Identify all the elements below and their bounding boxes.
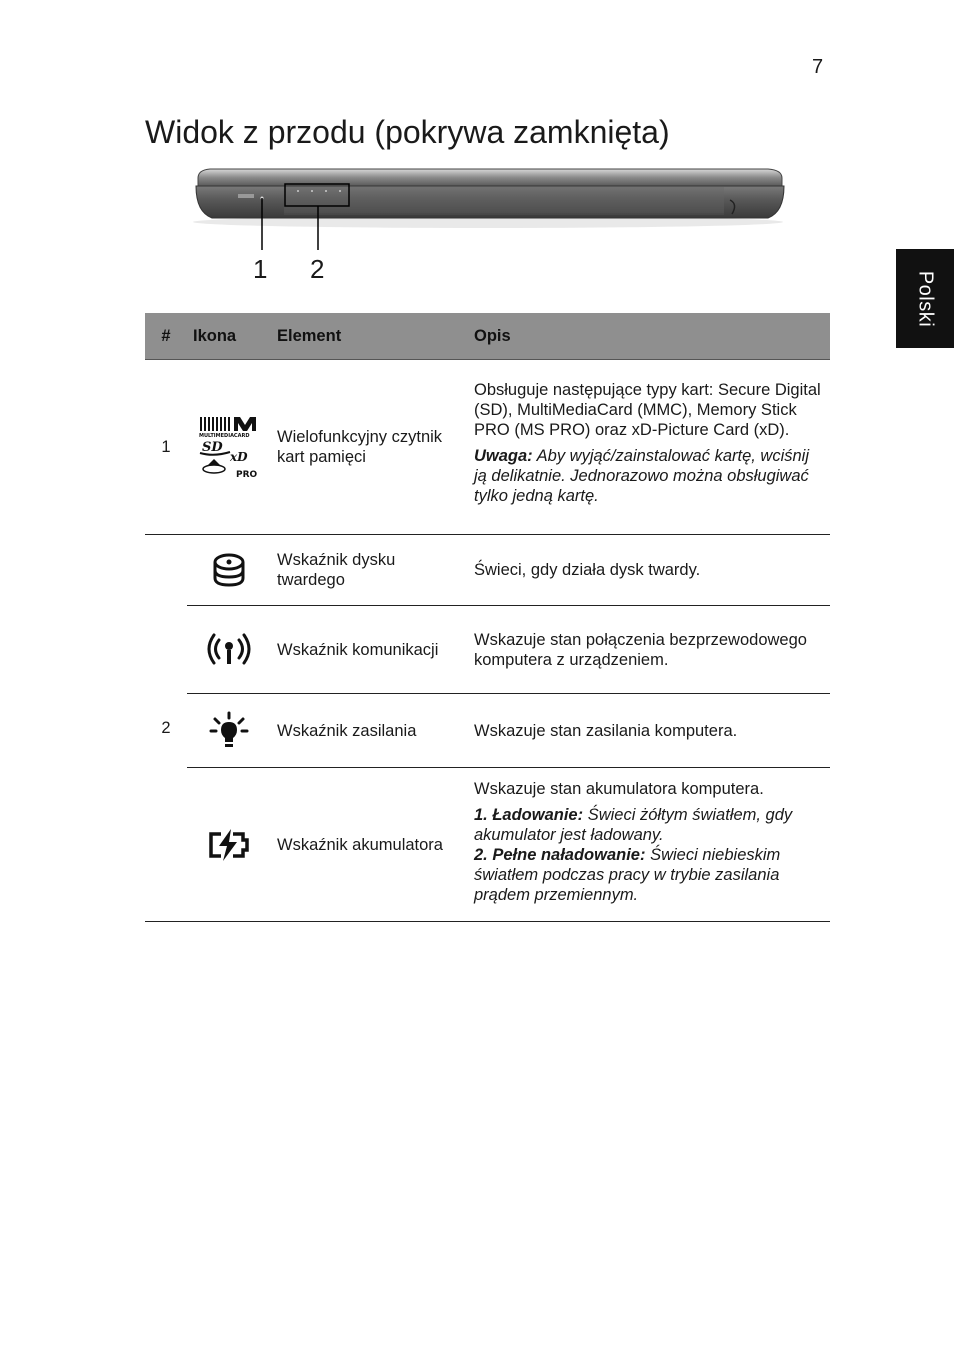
svg-text:PRO: PRO bbox=[236, 470, 258, 479]
page-title: Widok z przodu (pokrywa zamknięta) bbox=[145, 114, 670, 150]
svg-text:xD: xD bbox=[230, 450, 248, 464]
row-icon-cell bbox=[187, 535, 271, 606]
row-element: Wskaźnik dysku twardego bbox=[271, 535, 468, 606]
svg-text:SD: SD bbox=[202, 440, 223, 455]
callout-1: 1 bbox=[253, 254, 268, 284]
row-element: Wskaźnik komunikacji bbox=[271, 606, 468, 694]
note-text: Aby wyjąć/zainstalować kartę, wciśnij ją delikatnie. Jednorazowo można obsługiwać tylko jedną kartę. bbox=[474, 447, 810, 505]
table-header-row bbox=[145, 313, 830, 360]
language-tab bbox=[896, 249, 954, 348]
list-item-label: 1. Ładowanie: bbox=[474, 805, 584, 824]
list-item-text: Świeci żółtym światłem, gdy akumulator jest ładowany. bbox=[474, 805, 793, 844]
table-row bbox=[145, 360, 830, 535]
row-description: Wskazuje stan zasilania komputera. bbox=[468, 694, 830, 768]
callout-2: 2 bbox=[310, 254, 325, 284]
power-light-icon bbox=[209, 711, 249, 751]
row-element: Wskaźnik zasilania bbox=[271, 694, 468, 768]
row-element: Wielofunkcyjny czytnik kart pamięci bbox=[271, 360, 468, 535]
header-element: Element bbox=[271, 313, 468, 360]
card-reader-logos-icon bbox=[196, 415, 262, 479]
table-row bbox=[145, 694, 830, 768]
row-description: Świeci, gdy działa dysk twardy. bbox=[468, 535, 830, 606]
svg-text:MULTIMEDIACARD: MULTIMEDIACARD bbox=[199, 433, 250, 439]
row-icon-cell bbox=[187, 606, 271, 694]
row-number: 1 bbox=[145, 360, 187, 535]
component-table bbox=[145, 313, 830, 922]
row-icon-cell bbox=[187, 360, 271, 535]
row-list bbox=[474, 805, 824, 905]
page-number: 7 bbox=[812, 56, 824, 78]
laptop-front-illustration bbox=[190, 160, 790, 290]
row-description: Wskazuje stan połączenia bezprzewodowego komputera z urządzeniem. bbox=[468, 606, 830, 694]
note-label: Uwaga: bbox=[474, 447, 533, 465]
battery-charge-icon bbox=[207, 828, 251, 862]
row-icon-cell bbox=[187, 694, 271, 768]
row-number: 2 bbox=[145, 535, 187, 922]
row-note bbox=[474, 446, 824, 506]
header-num: # bbox=[145, 313, 187, 360]
wireless-icon bbox=[207, 632, 251, 668]
table-row bbox=[145, 768, 830, 922]
list-item-label: 2. Pełne naładowanie: bbox=[474, 845, 646, 864]
row-description bbox=[468, 360, 830, 535]
list-item-text: Świeci niebieskim światłem podczas pracy w trybie zasilania prądem przemiennym. bbox=[474, 845, 781, 904]
language-tab-label: Polski bbox=[914, 270, 937, 327]
row-description bbox=[468, 768, 830, 922]
row-icon-cell bbox=[187, 768, 271, 922]
hdd-icon bbox=[211, 552, 247, 588]
header-description: Opis bbox=[468, 313, 830, 360]
row-description-text: Obsługuje następujące typy kart: Secure Digital (SD), MultiMediaCard (MMC), Memory Stick PRO (MS PRO) oraz xD-Picture Card (xD). bbox=[474, 381, 821, 439]
table-row bbox=[145, 606, 830, 694]
row-element: Wskaźnik akumulatora bbox=[271, 768, 468, 922]
table-row bbox=[145, 535, 830, 606]
row-description-text: Wskazuje stan akumulatora komputera. bbox=[474, 779, 764, 798]
header-icon: Ikona bbox=[187, 313, 271, 360]
